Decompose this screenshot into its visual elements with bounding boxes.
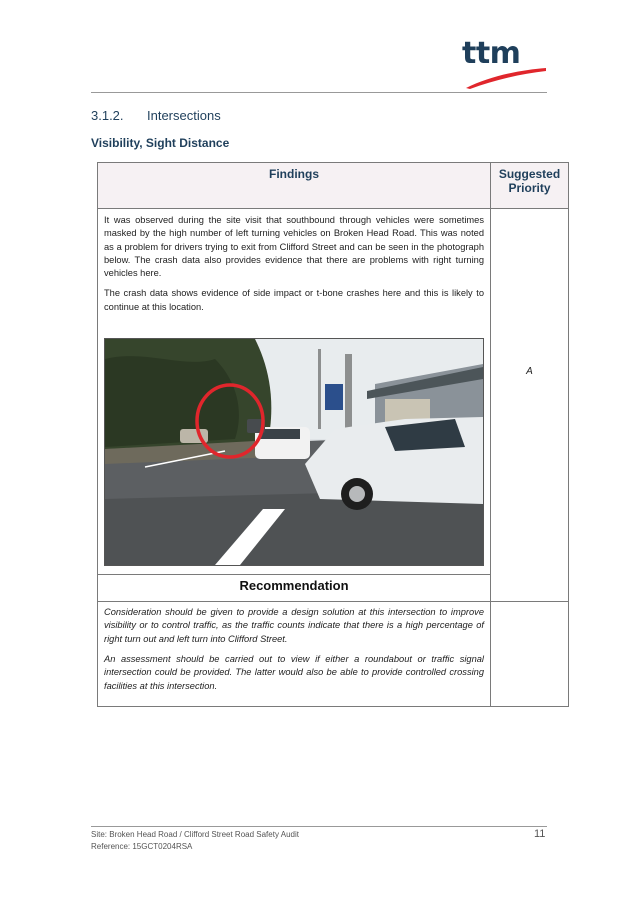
- recommendation-paragraph: An assessment should be carried out to view if either a roundabout or traffic signal intersection could be provided. The latter would also be able to provide controlled crossing facilities at this intersection.: [104, 653, 484, 691]
- section-title: Intersections: [147, 108, 221, 123]
- findings-paragraph: The crash data shows evidence of side impact or t-bone crashes here and this is likely to continue at this location.: [104, 288, 484, 312]
- footer-rule: [91, 826, 547, 827]
- intersection-photo: [104, 338, 484, 566]
- findings-header: Findings: [98, 163, 491, 209]
- logo-swoosh-icon: [460, 66, 548, 90]
- priority-cell: [491, 209, 569, 602]
- ttm-logo: [460, 36, 550, 92]
- section-number: 3.1.2.: [91, 108, 124, 123]
- audit-table: [97, 162, 569, 707]
- findings-cell: [98, 209, 491, 575]
- footer-reference: Reference: 15GCT0204RSA: [91, 842, 193, 851]
- recommendation-header: Recommendation: [98, 575, 491, 602]
- recommendation-paragraph: Consideration should be given to provide a design solution at this intersection to improve visibility or to control traffic, as the traffic counts indicate that there is a high percentage of right turn out and left turn into Clifford Street.: [104, 607, 484, 644]
- recommendation-cell: [98, 602, 491, 707]
- sub-heading: Visibility, Sight Distance: [91, 136, 230, 150]
- page-number: 11: [534, 828, 546, 840]
- logo-text: ttm: [462, 36, 521, 71]
- section-heading: [91, 108, 221, 123]
- priority-value: A: [526, 366, 533, 377]
- findings-paragraph: It was observed during the site visit that southbound through vehicles were sometimes masked by the high number of left turning vehicles on Broken Head Road. This was noted as a problem for drivers trying to exit from Clifford Street and can be seen in the photograph below. The crash data also provides evidence that there are problems with right turning vehicles here.: [104, 215, 484, 279]
- header-rule: [91, 92, 547, 93]
- priority-blank-cell: [491, 602, 569, 707]
- footer-site: Site: Broken Head Road / Clifford Street Road Safety Audit: [91, 830, 299, 839]
- priority-header: Suggested Priority: [491, 163, 569, 209]
